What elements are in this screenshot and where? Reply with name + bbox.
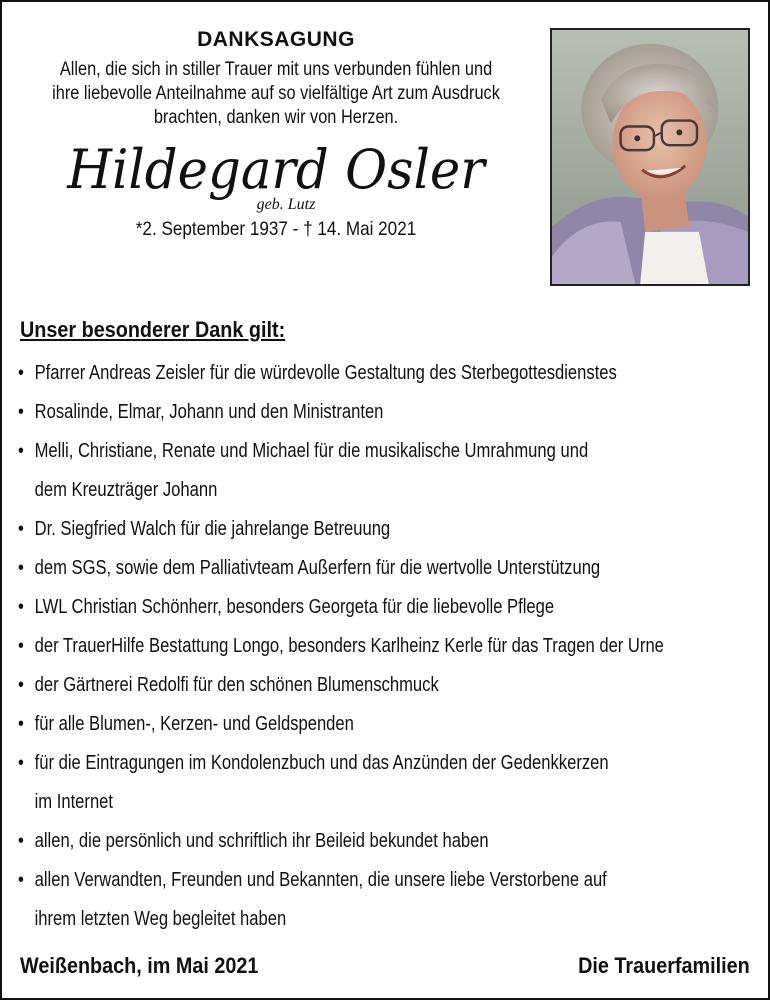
bullet-icon: • xyxy=(18,557,24,579)
list-item-line: Melli, Christiane, Renate und Michael für die musikalische Umrahmung und xyxy=(34,440,589,462)
intro-text xyxy=(18,58,534,130)
list-item-line: der Gärtnerei Redolfi für den schönen Blumenschmuck xyxy=(34,674,439,696)
intro-line: ihre liebevolle Anteilnahme auf so vielfältige Art zum Ausdruck xyxy=(52,83,500,104)
bullet-icon: • xyxy=(18,401,24,423)
list-item xyxy=(18,588,748,627)
list-item xyxy=(18,393,748,432)
list-item xyxy=(18,510,748,549)
born-name: geb. Lutz xyxy=(256,196,316,213)
bullet-icon: • xyxy=(18,440,24,462)
bullet-icon: • xyxy=(18,518,24,540)
list-item-line: Rosalinde, Elmar, Johann und den Ministranten xyxy=(34,401,384,423)
intro-line: brachten, danken wir von Herzen. xyxy=(153,107,399,128)
bullet-icon: • xyxy=(18,635,24,657)
list-item xyxy=(18,744,748,822)
intro-line: Allen, die sich in stiller Trauer mit uns verbunden fühlen und xyxy=(59,59,493,80)
list-item-line: dem Kreuzträger Johann xyxy=(34,479,218,501)
list-item xyxy=(18,822,748,861)
header xyxy=(16,26,536,242)
list-item xyxy=(18,354,748,393)
list-item-line: für die Eintragungen im Kondolenzbuch und das Anzünden der Gedenkkerzen xyxy=(34,752,609,774)
bullet-icon: • xyxy=(18,674,24,696)
list-item-line: LWL Christian Schönherr, besonders Georgeta für die liebevolle Pflege xyxy=(34,596,555,618)
list-item xyxy=(18,627,748,666)
list-item-line: der TrauerHilfe Bestattung Longo, besonders Karlheinz Kerle für das Tragen der Urne xyxy=(34,635,664,657)
deceased-name: Hildegard Osler xyxy=(67,138,485,201)
life-dates: *2. September 1937 - † 14. Mai 2021 xyxy=(135,219,417,240)
page-title: DANKSAGUNG xyxy=(197,28,355,51)
list-item xyxy=(18,666,748,705)
bullet-icon: • xyxy=(18,752,24,774)
section-title: Unser besonderer Dank gilt: xyxy=(20,317,286,342)
bullet-icon: • xyxy=(18,713,24,735)
list-item xyxy=(18,861,748,939)
list-item-line: Dr. Siegfried Walch für die jahrelange Betreuung xyxy=(34,518,391,540)
list-item-line: für alle Blumen-, Kerzen- und Geldspenden xyxy=(34,713,354,735)
list-item-line: allen, die persönlich und schriftlich ihr Beileid bekundet haben xyxy=(34,830,489,852)
list-item-line: allen Verwandten, Freunden und Bekannten, die unsere liebe Verstorbene auf xyxy=(34,869,607,891)
list-item xyxy=(18,549,748,588)
list-item xyxy=(18,432,748,510)
list-item xyxy=(18,705,748,744)
list-item-line: im Internet xyxy=(34,791,114,813)
list-item-line: dem SGS, sowie dem Palliativteam Außerfern für die wertvolle Unterstützung xyxy=(34,557,601,579)
bullet-icon: • xyxy=(18,869,24,891)
bullet-icon: • xyxy=(18,830,24,852)
portrait-photo xyxy=(550,28,750,286)
list-item-line: Pfarrer Andreas Zeisler für die würdevolle Gestaltung des Sterbegottesdienstes xyxy=(34,362,617,384)
thanks-list xyxy=(18,354,748,939)
list-item-line: ihrem letzten Weg begleitet haben xyxy=(34,908,287,930)
signature: Die Trauerfamilien xyxy=(578,953,750,978)
bullet-icon: • xyxy=(18,596,24,618)
place-date: Weißenbach, im Mai 2021 xyxy=(20,953,259,978)
bullet-icon: • xyxy=(18,362,24,384)
